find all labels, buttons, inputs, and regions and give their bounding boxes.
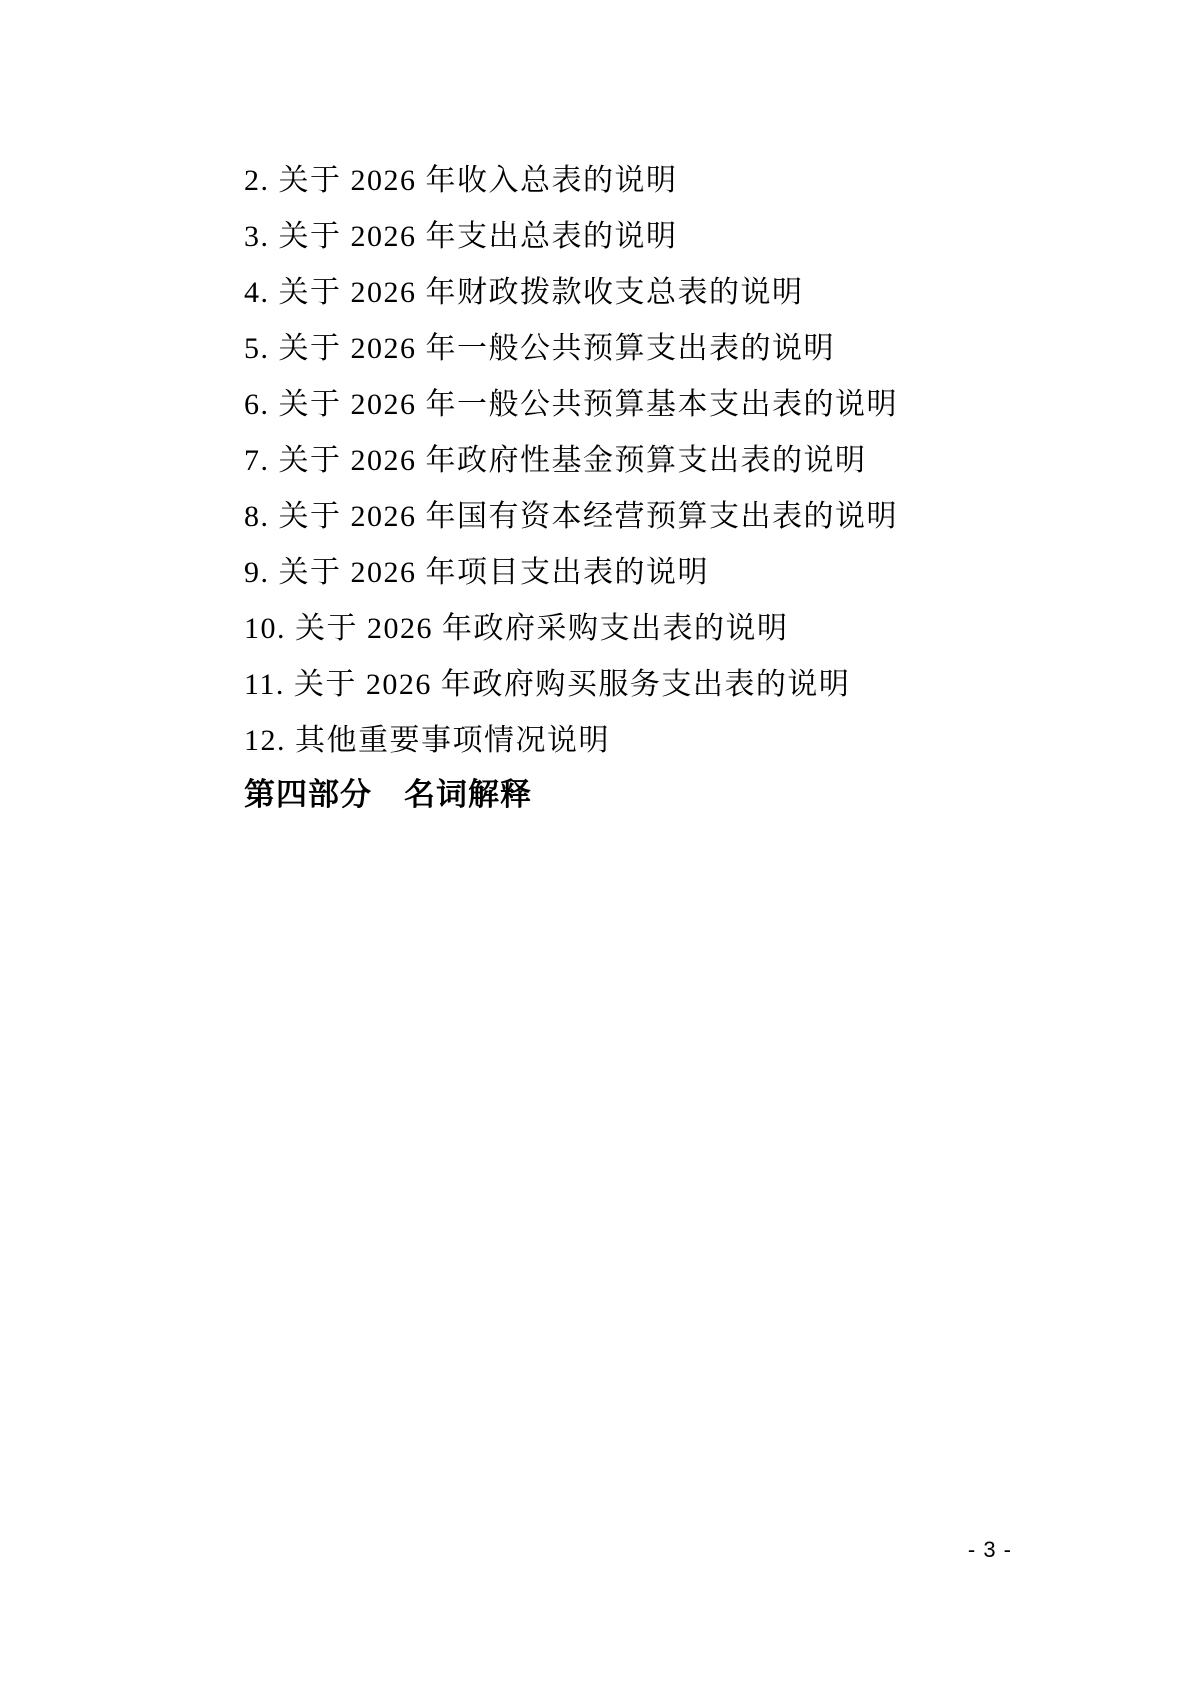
toc-item: 8. 关于 2026 年国有资本经营预算支出表的说明 [244, 500, 898, 533]
page-number: - 3 - [967, 1537, 1012, 1562]
toc-item: 11. 关于 2026 年政府购买服务支出表的说明 [244, 668, 851, 701]
toc-item: 10. 关于 2026 年政府采购支出表的说明 [244, 612, 789, 645]
toc-item: 9. 关于 2026 年项目支出表的说明 [244, 556, 709, 589]
toc-item: 3. 关于 2026 年支出总表的说明 [244, 220, 678, 253]
toc-list [244, 153, 898, 825]
section-heading: 第四部分 名词解释 [244, 777, 532, 812]
toc-item: 5. 关于 2026 年一般公共预算支出表的说明 [244, 332, 835, 365]
toc-item: 12. 其他重要事项情况说明 [244, 724, 610, 757]
toc-item: 2. 关于 2026 年收入总表的说明 [244, 164, 678, 197]
toc-item: 6. 关于 2026 年一般公共预算基本支出表的说明 [244, 388, 898, 421]
toc-item: 7. 关于 2026 年政府性基金预算支出表的说明 [244, 444, 867, 477]
toc-item: 4. 关于 2026 年财政拨款收支总表的说明 [244, 276, 804, 309]
